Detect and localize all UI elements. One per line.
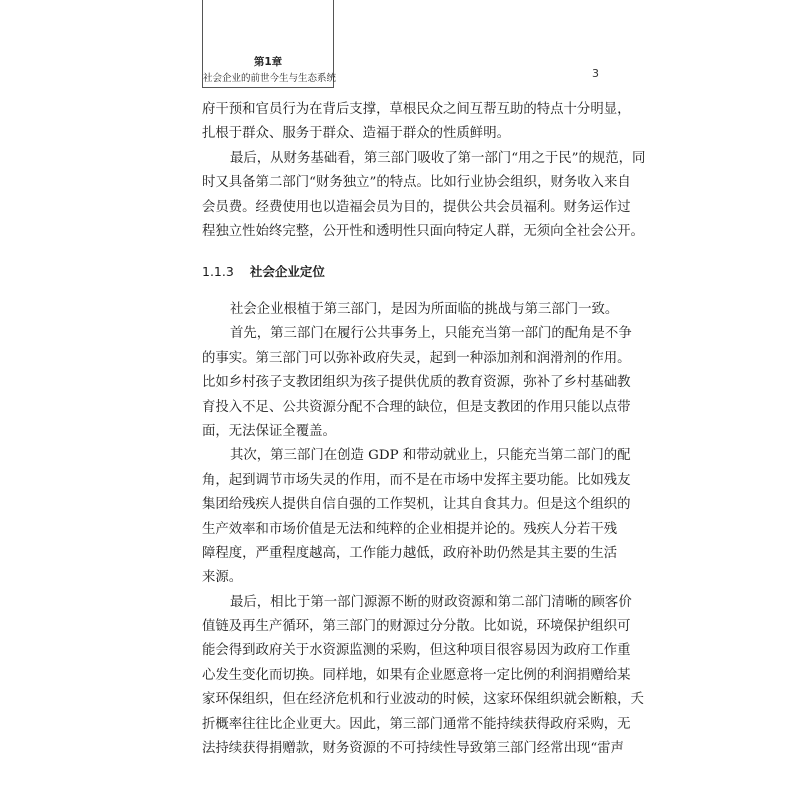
- text-line: 心发生变化而切换。同样地，如果有企业愿意将一定比例的利润捐赠给某: [202, 667, 631, 683]
- text-line: 能会得到政府关于水资源监测的采购，但这种项目很容易因为政府工作重: [202, 643, 631, 659]
- text-line: 值链及再生产循环，第三部门的财源过分分散。比如说，环境保护组织可: [202, 619, 631, 635]
- text-line: 时又具备第二部门“财务独立”的特点。比如行业协会组织，财务收入来自: [202, 175, 631, 191]
- chapter-header-box: [202, 0, 337, 88]
- text-line: 其次，第三部门在创造 GDP 和带动就业上，只能充当第二部门的配: [230, 448, 631, 464]
- text-line: 面，无法保证全覆盖。: [202, 423, 336, 439]
- text-line: 障程度，严重程度越高，工作能力越低，政府补助仍然是其主要的生活: [202, 545, 618, 561]
- text-line: 集团给残疾人提供自信自强的工作契机，让其自食其力。但是这个组织的: [202, 497, 631, 513]
- text-line: 的事实。第三部门可以弥补政府失灵，起到一种添加剂和润滑剂的作用。: [202, 350, 631, 366]
- page-number: 3: [592, 67, 599, 80]
- section-title: 社会企业定位: [249, 264, 325, 279]
- section-heading: [202, 262, 325, 280]
- text-line: 法持续获得捐赠款，财务资源的不可持续性导致第三部门经常出现“雷声: [202, 741, 624, 757]
- text-line: 最后，从财务基础看，第三部门吸收了第一部门“用之于民”的规范，同: [230, 150, 646, 166]
- text-line: 生产效率和市场价值是无法和纯粹的企业相提并论的。残疾人分若干残: [202, 521, 618, 537]
- text-line: 扎根于群众、服务于群众、造福于群众的性质鲜明。: [202, 126, 510, 142]
- section-number: 1.1.3: [202, 264, 234, 279]
- chapter-number: 第1章: [253, 56, 283, 68]
- text-line: 最后，相比于第一部门源源不断的财政资源和第二部门清晰的顾客价: [230, 594, 632, 610]
- text-line: 来源。: [202, 570, 243, 586]
- text-line: 比如乡村孩子支教团组织为孩子提供优质的教育资源，弥补了乡村基础教: [202, 375, 631, 391]
- text-line: 府干预和官员行为在背后支撑，草根民众之间互帮互助的特点十分明显，: [202, 102, 631, 117]
- text-line: 折概率往往比企业更大。因此，第三部门通常不能持续获得政府采购，无: [202, 716, 631, 732]
- text-line: 会员费。经费使用也以造福会员为目的，提供公共会员福利。财务运作过: [202, 199, 631, 215]
- top-paragraphs: [202, 98, 646, 244]
- text-line: 角，起到调节市场失灵的作用，而不是在市场中发挥主要功能。比如残友: [202, 472, 631, 488]
- text-line: 家环保组织，但在经济危机和行业波动的时候，这家环保组织就会断粮，夭: [202, 692, 644, 708]
- body-paragraphs: [202, 298, 644, 761]
- text-line: 首先，第三部门在履行公共事务上，只能充当第一部门的配角是不争: [230, 326, 632, 342]
- text-line: 程独立性始终完整，公开性和透明性只面向特定人群，无须向全社会公开。: [202, 223, 644, 239]
- text-line: 社会企业根植于第三部门，是因为所面临的挑战与第三部门一致。: [230, 302, 619, 317]
- chapter-title: 社会企业的前世今生与生态系统: [203, 73, 337, 84]
- text-line: 育投入不足、公共资源分配不合理的缺位，但是支教团的作用只能以点带: [202, 399, 631, 415]
